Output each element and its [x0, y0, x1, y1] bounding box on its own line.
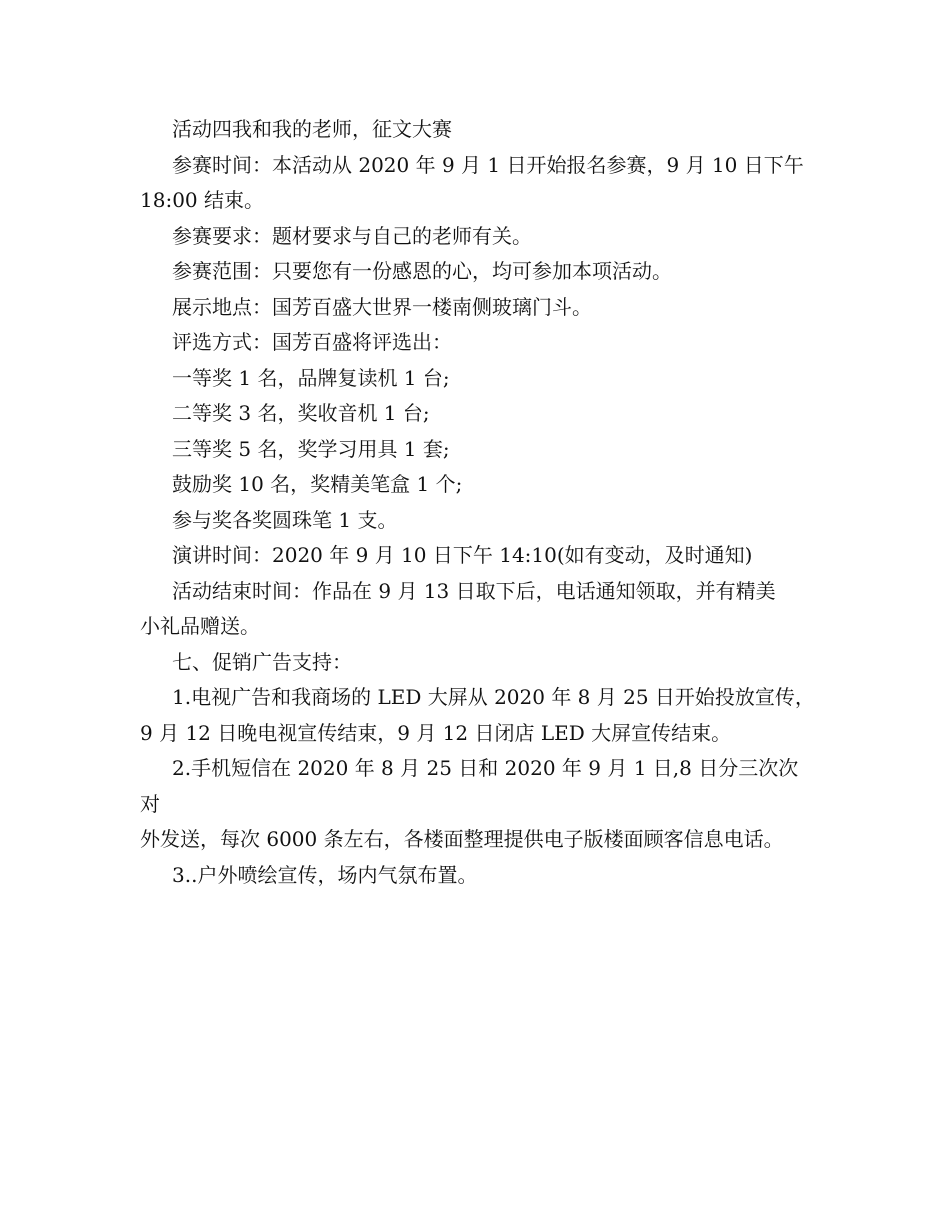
text-line: 鼓励奖 10 名，奖精美笔盒 1 个; [172, 472, 463, 496]
paragraph-entry-scope [140, 254, 815, 290]
paragraph-selection-method [140, 325, 815, 361]
paragraph-second-prize [140, 396, 815, 432]
paragraph-activity-end-time [140, 574, 815, 645]
text-line: 展示地点：国芳百盛大世界一楼南侧玻璃门斗。 [172, 294, 592, 319]
text-line: 三等奖 5 名，奖学习用具 1 套; [172, 436, 450, 461]
paragraph-participation-prize [140, 503, 815, 539]
text-line: 参与奖各奖圆珠笔 1 支。 [172, 507, 398, 532]
paragraph-outdoor-promotion [140, 858, 815, 894]
paragraph-tv-advertising [140, 680, 815, 751]
document-body [140, 112, 815, 893]
text-line: 参赛要求：题材要求与自己的老师有关。 [172, 223, 532, 248]
paragraph-encouragement-prize [140, 467, 815, 503]
text-line: 外发送，每次 6000 条左右，各楼面整理提供电子版楼面顾客信息电话。 [140, 827, 784, 851]
paragraph-activity-four-title [140, 112, 815, 148]
text-line: 18:00 结束。 [140, 188, 264, 212]
text-line: 评选方式：国芳百盛将评选出： [172, 330, 452, 354]
text-line: 一等奖 1 名，品牌复读机 1 台; [172, 365, 450, 390]
paragraph-speech-time [140, 538, 815, 574]
paragraph-third-prize [140, 432, 815, 468]
text-line: 活动结束时间：作品在 9 月 13 日取下后，电话通知领取，并有精美 [172, 578, 776, 603]
text-line: 活动四我和我的老师，征文大赛 [172, 117, 452, 141]
paragraph-sms-advertising [140, 751, 815, 858]
text-line: 二等奖 3 名，奖收音机 1 台; [172, 401, 430, 425]
paragraph-entry-time [140, 148, 815, 219]
text-line: 参赛时间：本活动从 2020 年 9 月 1 日开始报名参赛，9 月 10 日下午 [172, 152, 804, 177]
paragraph-display-location [140, 290, 815, 326]
text-line: 演讲时间：2020 年 9 月 10 日下午 14:10(如有变动，及时通知) [172, 543, 753, 567]
text-line: 3..户外喷绘宣传，场内气氛布置。 [172, 862, 478, 887]
paragraph-entry-requirement [140, 219, 815, 255]
text-line: 9 月 12 日晚电视宣传结束，9 月 12 日闭店 LED 大屏宣传结束。 [140, 720, 732, 745]
text-line: 七、促销广告支持： [172, 649, 352, 674]
paragraph-section-seven-heading [140, 645, 815, 681]
text-line: 小礼品赠送。 [140, 614, 260, 638]
text-line: 1.电视广告和我商场的 LED 大屏从 2020 年 8 月 25 日开始投放宣传， [172, 685, 815, 709]
paragraph-first-prize [140, 361, 815, 397]
text-line: 2.手机短信在 2020 年 8 月 25 日和 2020 年 9 月 1 日,8 日分三次次对 [140, 756, 799, 816]
text-line: 参赛范围：只要您有一份感恩的心，均可参加本项活动。 [172, 259, 672, 283]
